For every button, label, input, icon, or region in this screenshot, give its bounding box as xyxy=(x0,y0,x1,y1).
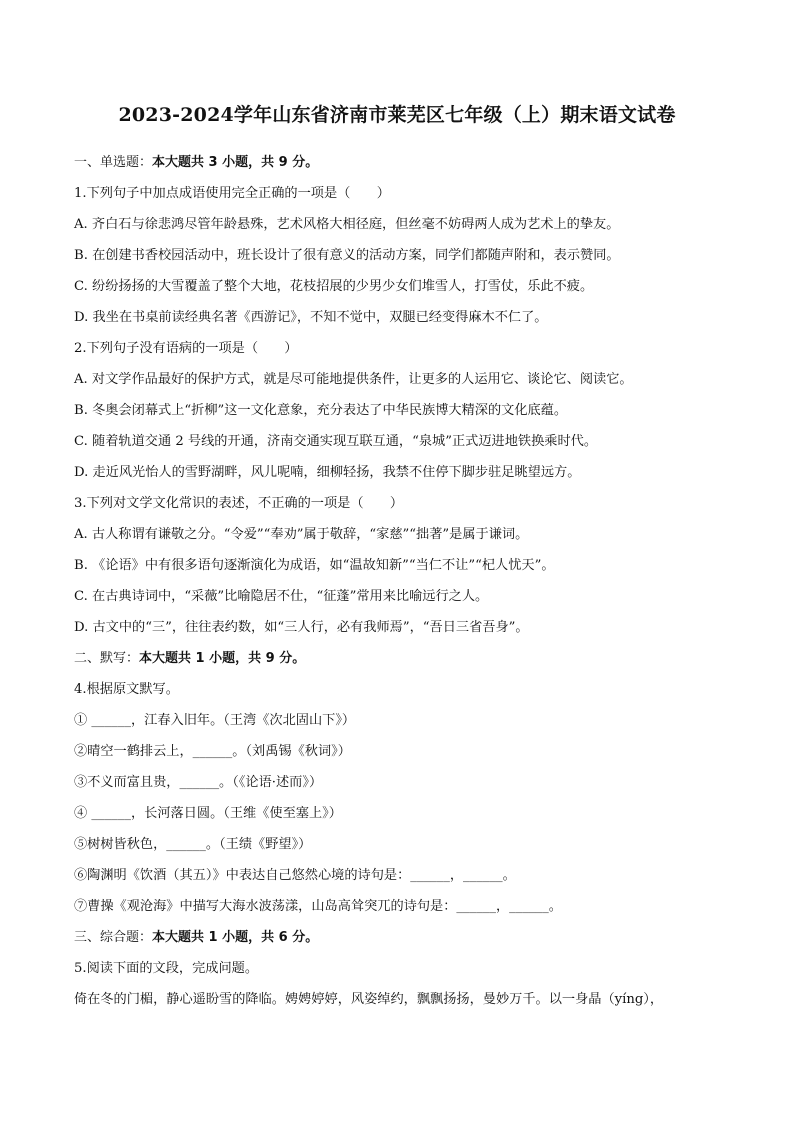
section-heading-single-choice xyxy=(74,147,720,178)
question-4-item-5: ⑤树树皆秋色，______。（王绩《野望》） xyxy=(74,837,312,852)
section-heading-detail: 本大题共 3 小题，共 9 分。 xyxy=(152,155,319,170)
question-4-item-1: ① ______，江春入旧年。（王湾《次北固山下》） xyxy=(74,713,356,728)
question-4-item-3: ③不义而富且贵，______。（《论语·述而》） xyxy=(74,775,323,790)
question-2-stem: 2.下列句子没有语病的一项是（ ） xyxy=(74,341,298,356)
section-heading-comprehensive xyxy=(74,922,720,953)
question-4-item-7: ⑦曹操《观沧海》中描写大海水波荡漾，山岛高耸突兀的诗句是：______，______。 xyxy=(74,899,562,914)
question-2-option-c: C. 随着轨道交通 2 号线的开通，济南交通实现互联互通，“泉城”正式迈进地铁换乘时代。 xyxy=(74,434,598,449)
question-4-item-4: ④ ______，长河落日圆。（王维《使至塞上》） xyxy=(74,806,342,821)
question-1-option-b: B. 在创建书香校园活动中，班长设计了很有意义的活动方案，同学们都随声附和，表示赞同。 xyxy=(74,248,620,263)
exam-title: 2023-2024学年山东省济南市莱芜区七年级（上）期末语文试卷 xyxy=(118,104,676,126)
passage-line-1: 倚在冬的门楣，静心遥盼雪的降临。娉娉婷婷，风姿绰约，飘飘扬扬，曼妙万千。以一身晶（yíng）， xyxy=(74,992,664,1007)
section-heading-prefix: 三、综合题： xyxy=(74,930,153,945)
question-4-item-2: ②晴空一鹤排云上，______。（刘禹锡《秋词》） xyxy=(74,744,351,759)
question-1-option-a: A. 齐白石与徐悲鸿尽管年龄悬殊，艺术风格大相径庭，但丝毫不妨碍两人成为艺术上的挚友。 xyxy=(74,217,620,232)
question-5-stem: 5.阅读下面的文段，完成问题。 xyxy=(74,961,259,976)
section-heading-prefix: 一、单选题： xyxy=(74,155,153,170)
question-3-option-a: A. 古人称谓有谦敬之分。“令爱”“奉劝”属于敬辞，“家慈”“拙著”是属于谦词。 xyxy=(74,527,529,542)
question-4-stem: 4.根据原文默写。 xyxy=(74,682,179,697)
section-heading-detail: 本大题共 1 小题，共 6 分。 xyxy=(152,930,319,945)
question-1-option-c: C. 纷纷扬扬的大雪覆盖了整个大地，花枝招展的少男少女们堆雪人，打雪仗，乐此不疲。 xyxy=(74,279,594,294)
section-heading-prefix: 二、默写： xyxy=(74,651,140,666)
section-heading-dictation xyxy=(74,643,720,674)
section-heading-detail: 本大题共 1 小题，共 9 分。 xyxy=(139,651,306,666)
question-4-item-6: ⑥陶渊明《饮酒（其五）》中表达自己悠然心境的诗句是：______，______。 xyxy=(74,868,516,883)
question-3-option-d: D. 古文中的“三”，往往表约数，如“三人行，必有我师焉”，“吾日三省吾身”。 xyxy=(74,620,529,635)
question-1-stem: 1.下列句子中加点成语使用完全正确的一项是（ ） xyxy=(74,186,390,201)
question-2-option-b: B. 冬奥会闭幕式上“折柳”这一文化意象，充分表达了中华民族博大精深的文化底蕴。 xyxy=(74,403,568,418)
question-3-option-c: C. 在古典诗词中，“采薇”比喻隐居不仕，“征蓬”常用来比喻远行之人。 xyxy=(74,589,489,604)
question-3-option-b: B. 《论语》中有很多语句逐渐演化为成语，如“温故知新”“当仁不让”“杞人忧天”。 xyxy=(74,558,555,573)
question-1-option-d: D. 我坐在书桌前读经典名著《西游记》，不知不觉中，双腿已经变得麻木不仁了。 xyxy=(74,310,548,325)
question-2-option-d: D. 走近风光怡人的雪野湖畔，风儿呢喃，细柳轻扬，我禁不住停下脚步驻足眺望远方。 xyxy=(74,465,581,480)
question-2-option-a: A. 对文学作品最好的保护方式，就是尽可能地提供条件，让更多的人运用它、谈论它、阅读它。 xyxy=(74,372,633,387)
question-3-stem: 3.下列对文学文化常识的表述，不正确的一项是（ ） xyxy=(74,496,404,511)
